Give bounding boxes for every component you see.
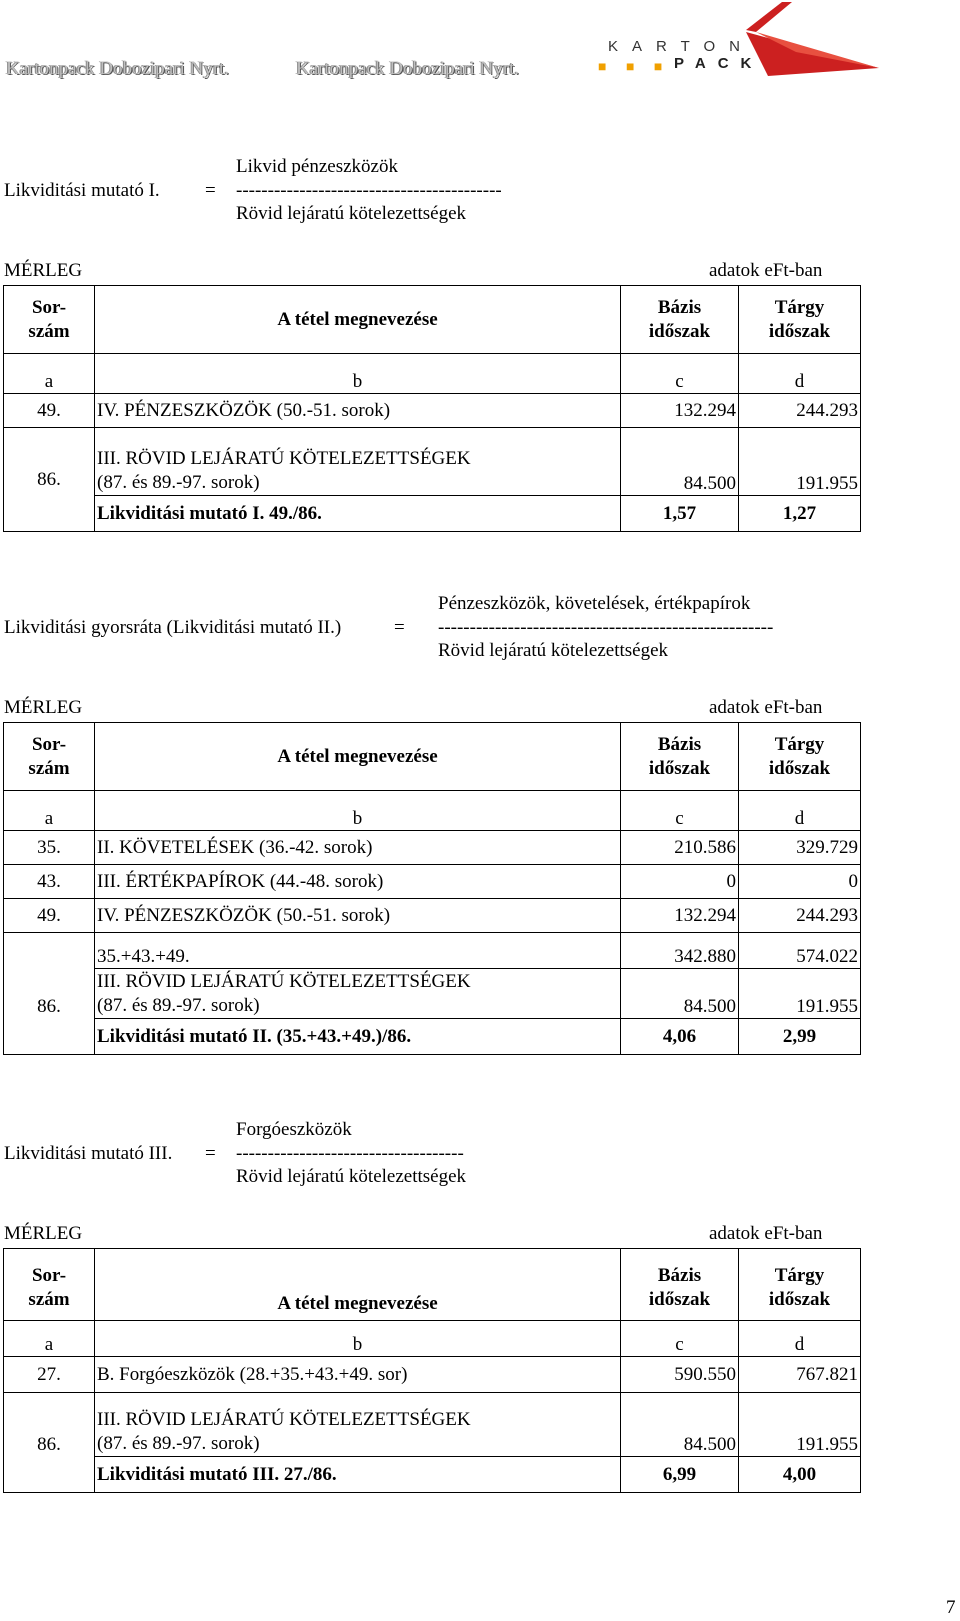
unit3-label: adatok eFt-ban — [709, 1223, 823, 1244]
formula2-equals: = — [394, 617, 405, 638]
header-targy: Tárgy időszak — [739, 1249, 861, 1321]
row-target: 329.729 — [739, 831, 861, 865]
logo-text-pack: PACK — [674, 55, 764, 72]
row-base: 0 — [621, 865, 739, 899]
col-letter-c: c — [621, 1321, 739, 1357]
col-letter-d: d — [739, 791, 861, 831]
formula2-denominator: Rövid lejáratú kötelezettségek — [438, 640, 669, 661]
page-number: 7 — [946, 1597, 956, 1618]
formula2-label: Likviditási gyorsráta (Likviditási mutató II.) — [4, 617, 342, 638]
unit2-label: adatok eFt-ban — [709, 697, 823, 718]
company-name-right: Kartonpack Dobozipari Nyrt. — [296, 58, 520, 79]
result-target: 2,99 — [739, 1019, 861, 1055]
header-sorszam: Sor- szám — [4, 286, 95, 354]
result-row — [4, 1457, 861, 1493]
table-liquidity-2 — [3, 722, 861, 1055]
header-megnevezes: A tétel megnevezése — [95, 286, 621, 354]
merleg1-label: MÉRLEG — [4, 260, 83, 281]
formula3-denominator: Rövid lejáratú kötelezettségek — [236, 1166, 467, 1187]
table-row — [4, 428, 861, 496]
result-base: 6,99 — [621, 1457, 739, 1493]
table-row — [4, 394, 861, 428]
header-megnevezes: A tétel megnevezése — [95, 723, 621, 791]
merleg3-label: MÉRLEG — [4, 1223, 83, 1244]
col-letter-c: c — [621, 791, 739, 831]
row-number: 35. — [4, 831, 95, 865]
row-target: 574.022 — [739, 933, 861, 969]
row-target: 244.293 — [739, 899, 861, 933]
result-base: 4,06 — [621, 1019, 739, 1055]
formula1-numerator: Likvid pénzeszközök — [236, 156, 398, 177]
header-targy: Tárgy időszak — [739, 286, 861, 354]
row-number: 86. — [4, 428, 95, 532]
col-letter-a: a — [4, 791, 95, 831]
row-target: 191.955 — [739, 428, 861, 496]
row-base: 84.500 — [621, 1393, 739, 1457]
formula2-numerator: Pénzeszközök, követelések, értékpapírok — [438, 593, 751, 614]
table-row — [4, 1393, 861, 1457]
row-name: III. ÉRTÉKPAPÍROK (44.-48. sorok) — [95, 865, 621, 899]
row-base: 132.294 — [621, 394, 739, 428]
unit1-label: adatok eFt-ban — [709, 260, 823, 281]
formula3-label: Likviditási mutató III. — [4, 1143, 173, 1164]
table-row — [4, 1357, 861, 1393]
row-base: 342.880 — [621, 933, 739, 969]
row-target: 244.293 — [739, 394, 861, 428]
table-row — [4, 969, 861, 1019]
table-row — [4, 933, 861, 969]
row-name: II. KÖVETELÉSEK (36.-42. sorok) — [95, 831, 621, 865]
table-liquidity-3 — [3, 1248, 861, 1493]
row-base: 84.500 — [621, 428, 739, 496]
formula1-equals: = — [205, 180, 216, 201]
header-bazis: Bázis időszak — [621, 286, 739, 354]
row-name: B. Forgóeszközök (28.+35.+43.+49. sor) — [95, 1357, 621, 1393]
kartonpack-logo — [596, 2, 896, 78]
row-number: 49. — [4, 899, 95, 933]
logo-text-karton: KARTON — [608, 38, 754, 55]
col-letter-d: d — [739, 1321, 861, 1357]
row-target: 191.955 — [739, 969, 861, 1019]
table-row — [4, 831, 861, 865]
result-target: 4,00 — [739, 1457, 861, 1493]
result-name: Likviditási mutató I. 49./86. — [95, 496, 621, 532]
logo-dots: ■ ■ ■ — [598, 60, 671, 75]
formula1-divider: ------------------------------------------ — [236, 180, 502, 201]
row-base: 590.550 — [621, 1357, 739, 1393]
company-name-left: Kartonpack Dobozipari Nyrt. — [6, 58, 230, 79]
header-megnevezes: A tétel megnevezése — [95, 1249, 621, 1321]
result-row — [4, 1019, 861, 1055]
row-number: 49. — [4, 394, 95, 428]
formula1-denominator: Rövid lejáratú kötelezettségek — [236, 203, 467, 224]
header-bazis: Bázis időszak — [621, 723, 739, 791]
row-name: III. RÖVID LEJÁRATÚ KÖTELEZETTSÉGEK (87. és 89.-97. sorok) — [95, 969, 621, 1019]
header-targy: Tárgy időszak — [739, 723, 861, 791]
row-number — [4, 933, 95, 969]
table-liquidity-1 — [3, 285, 861, 532]
formula3-equals: = — [205, 1143, 216, 1164]
row-number: 27. — [4, 1357, 95, 1393]
table-row — [4, 899, 861, 933]
header-sorszam: Sor- szám — [4, 1249, 95, 1321]
result-name: Likviditási mutató II. (35.+43.+49.)/86. — [95, 1019, 621, 1055]
formula2-divider: ----------------------------------------------------- — [438, 617, 774, 638]
col-letter-b: b — [95, 354, 621, 394]
formula3-numerator: Forgóeszközök — [236, 1119, 352, 1140]
row-name: IV. PÉNZESZKÖZÖK (50.-51. sorok) — [95, 394, 621, 428]
formula3-divider: ------------------------------------ — [236, 1143, 464, 1164]
row-name: 35.+43.+49. — [95, 933, 621, 969]
row-target: 767.821 — [739, 1357, 861, 1393]
merleg2-label: MÉRLEG — [4, 697, 83, 718]
result-base: 1,57 — [621, 496, 739, 532]
header-bazis: Bázis időszak — [621, 1249, 739, 1321]
row-number: 86. — [4, 1393, 95, 1493]
col-letter-b: b — [95, 791, 621, 831]
row-base: 210.586 — [621, 831, 739, 865]
result-target: 1,27 — [739, 496, 861, 532]
row-name: IV. PÉNZESZKÖZÖK (50.-51. sorok) — [95, 899, 621, 933]
row-target: 0 — [739, 865, 861, 899]
col-letter-d: d — [739, 354, 861, 394]
row-number: 86. — [4, 969, 95, 1055]
row-name: III. RÖVID LEJÁRATÚ KÖTELEZETTSÉGEK (87. és 89.-97. sorok) — [95, 428, 621, 496]
result-name: Likviditási mutató III. 27./86. — [95, 1457, 621, 1493]
formula1-label: Likviditási mutató I. — [4, 180, 160, 201]
col-letter-b: b — [95, 1321, 621, 1357]
col-letter-a: a — [4, 354, 95, 394]
header-sorszam: Sor- szám — [4, 723, 95, 791]
row-target: 191.955 — [739, 1393, 861, 1457]
table-row — [4, 865, 861, 899]
row-name: III. RÖVID LEJÁRATÚ KÖTELEZETTSÉGEK (87. és 89.-97. sorok) — [95, 1393, 621, 1457]
row-base: 132.294 — [621, 899, 739, 933]
row-number: 43. — [4, 865, 95, 899]
col-letter-c: c — [621, 354, 739, 394]
result-row — [4, 496, 861, 532]
row-base: 84.500 — [621, 969, 739, 1019]
col-letter-a: a — [4, 1321, 95, 1357]
